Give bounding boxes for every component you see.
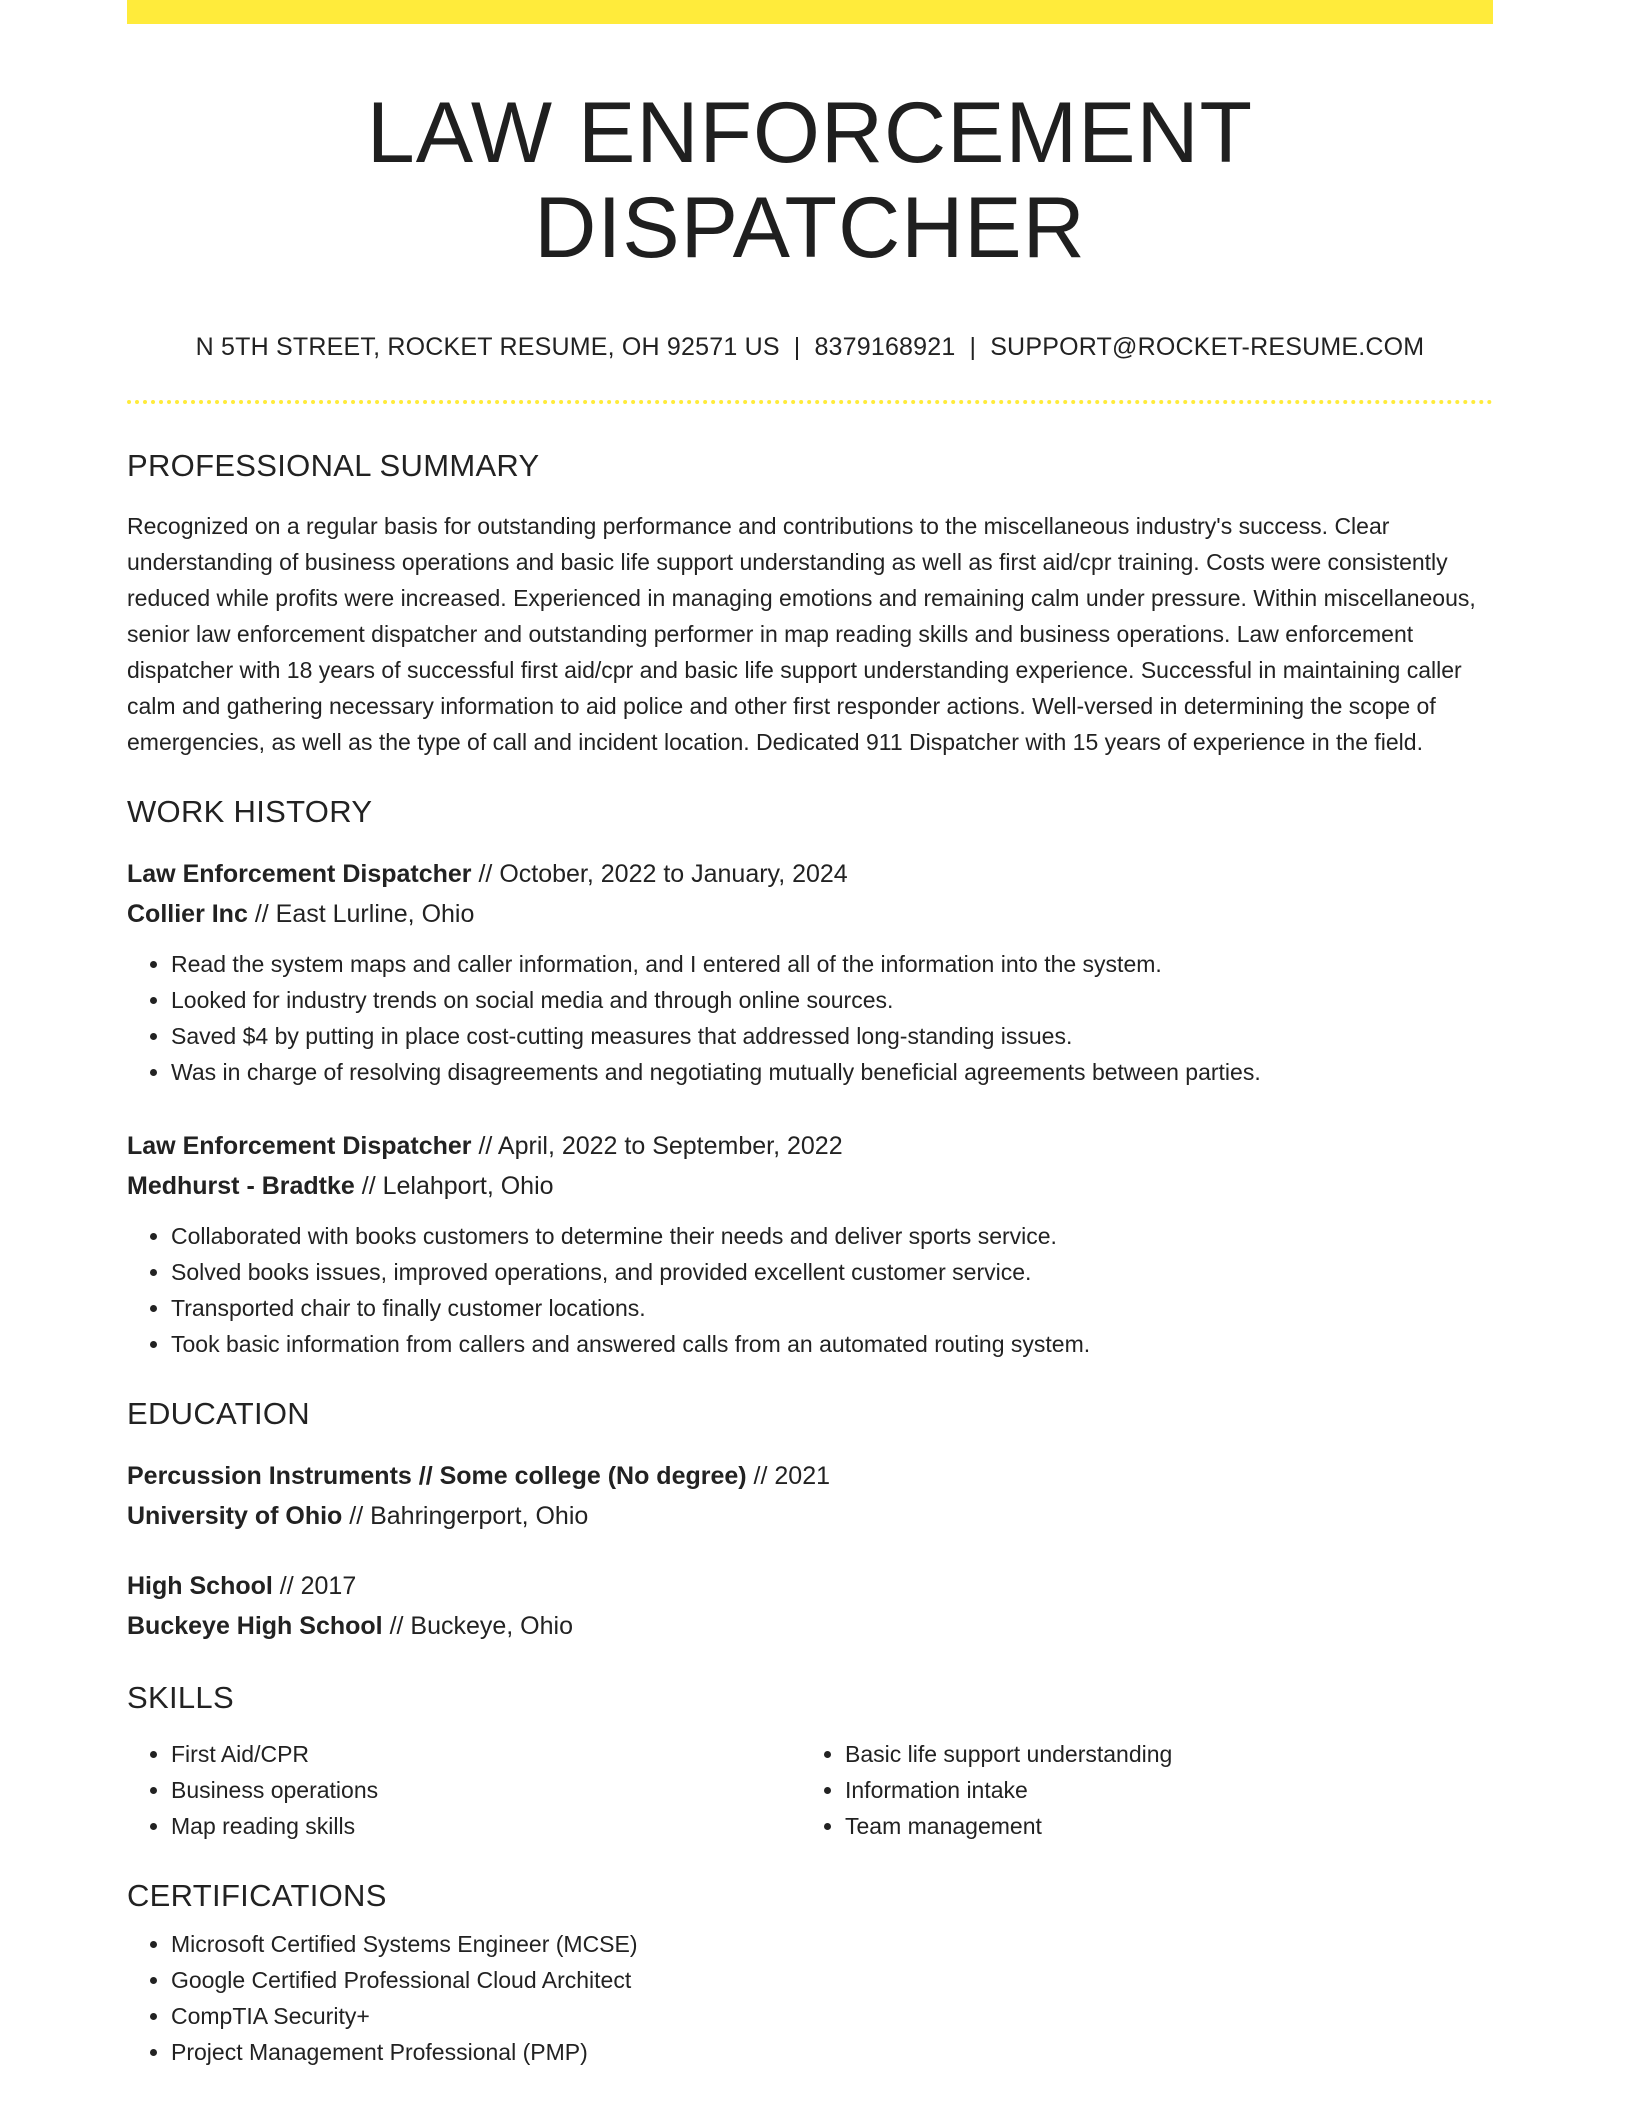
job-role: Law Enforcement Dispatcher xyxy=(127,1132,472,1161)
education-year: // 2021 xyxy=(746,1462,831,1491)
skill-item: • Team management xyxy=(845,1808,1475,1844)
certification-item: • Project Management Professional (PMP) xyxy=(171,2034,1493,2070)
skill-item: • Map reading skills xyxy=(171,1808,801,1844)
education-degree: High School xyxy=(127,1572,273,1601)
education-school: University of Ohio xyxy=(127,1502,343,1531)
certification-item: • CompTIA Security+ xyxy=(171,1998,1493,2034)
job-company: Medhurst - Bradtke xyxy=(127,1172,355,1201)
contact-separator: | xyxy=(969,333,977,362)
certification-item: • Microsoft Certified Systems Engineer (MCSE) xyxy=(171,1926,1493,1962)
certification-item: • Google Certified Professional Cloud Architect xyxy=(171,1962,1493,1998)
resume-title: LAW ENFORCEMENT DISPATCHER xyxy=(366,85,1254,276)
job-employer xyxy=(127,894,1493,934)
education-header xyxy=(127,1566,1493,1606)
job-header xyxy=(127,1126,1493,1166)
job-entry xyxy=(127,1126,1493,1362)
list-item: • Solved books issues, improved operations, and provided excellent customer service. xyxy=(171,1254,1493,1290)
email: SUPPORT@ROCKET-RESUME.COM xyxy=(990,333,1425,362)
education-location: // Bahringerport, Ohio xyxy=(342,1502,589,1531)
job-dates: // April, 2022 to September, 2022 xyxy=(471,1132,843,1161)
education-entry xyxy=(127,1456,1493,1536)
resume-page xyxy=(127,0,1493,2070)
list-item: • Transported chair to finally customer locations. xyxy=(171,1290,1493,1326)
contact-line xyxy=(127,333,1493,362)
job-employer xyxy=(127,1166,1493,1206)
skill-item: • Basic life support understanding xyxy=(845,1736,1475,1772)
section-title-work-history: WORK HISTORY xyxy=(127,794,373,830)
skills-column-right xyxy=(801,1736,1475,1844)
job-bullets xyxy=(127,1218,1493,1362)
section-title-certifications: CERTIFICATIONS xyxy=(127,1878,387,1914)
address: N 5TH STREET, ROCKET RESUME, OH 92571 US xyxy=(195,333,780,362)
skills-grid xyxy=(127,1736,1493,1844)
job-location: // Lelahport, Ohio xyxy=(354,1172,554,1201)
job-entry xyxy=(127,854,1493,1090)
education-year: // 2017 xyxy=(272,1572,357,1601)
skill-item: • Business operations xyxy=(171,1772,801,1808)
education-location: // Buckeye, Ohio xyxy=(382,1612,573,1641)
section-title-skills: SKILLS xyxy=(127,1680,234,1716)
dotted-divider xyxy=(127,400,1493,404)
list-item: • Collaborated with books customers to determine their needs and deliver sports service. xyxy=(171,1218,1493,1254)
skill-item: • Information intake xyxy=(845,1772,1475,1808)
certification-list xyxy=(127,1926,1493,2070)
education-school: Buckeye High School xyxy=(127,1612,383,1641)
list-item: • Saved $4 by putting in place cost-cutting measures that addressed long-standing issues. xyxy=(171,1018,1493,1054)
list-item: • Read the system maps and caller information, and I entered all of the information into the system. xyxy=(171,946,1493,982)
contact-separator: | xyxy=(793,333,801,362)
education-school-line xyxy=(127,1496,1493,1536)
accent-top-bar xyxy=(127,0,1493,24)
education-entry xyxy=(127,1566,1493,1646)
education-degree: Percussion Instruments // Some college (No degree) xyxy=(127,1462,747,1491)
education-school-line xyxy=(127,1606,1493,1646)
section-title-summary: PROFESSIONAL SUMMARY xyxy=(127,448,540,484)
job-role: Law Enforcement Dispatcher xyxy=(127,860,472,889)
job-dates: // October, 2022 to January, 2024 xyxy=(471,860,848,889)
job-company: Collier Inc xyxy=(127,900,248,929)
summary-paragraph: Recognized on a regular basis for outstanding performance and contributions to the miscellaneous industry's success. Clear understanding of business operations and basic life support understanding as well as first aid/cpr training. Costs were consistently reduced while profits were increased. Experienced in managing emotions and remaining calm under pressure. Within miscellaneous, senior law enforcement dispatcher and outstanding performer in map reading skills and business operations. Law enforcement dispatcher with 18 years of successful first aid/cpr and basic life support understanding experience. Successful in maintaining caller calm and gathering necessary information to aid police and other first responder actions. Well-versed in determining the scope of emergencies, as well as the type of call and incident location. Dedicated 911 Dispatcher with 15 years of experience in the field. xyxy=(127,513,1476,756)
education-header xyxy=(127,1456,1493,1496)
list-item: • Looked for industry trends on social media and through online sources. xyxy=(171,982,1493,1018)
list-item: • Was in charge of resolving disagreements and negotiating mutually beneficial agreements between parties. xyxy=(171,1054,1493,1090)
phone: 8379168921 xyxy=(814,333,956,362)
section-title-education: EDUCATION xyxy=(127,1396,310,1432)
list-item: • Took basic information from callers and answered calls from an automated routing system. xyxy=(171,1326,1493,1362)
skills-column-left xyxy=(127,1736,801,1844)
job-header xyxy=(127,854,1493,894)
skill-item: • First Aid/CPR xyxy=(171,1736,801,1772)
job-bullets xyxy=(127,946,1493,1090)
job-location: // East Lurline, Ohio xyxy=(247,900,475,929)
